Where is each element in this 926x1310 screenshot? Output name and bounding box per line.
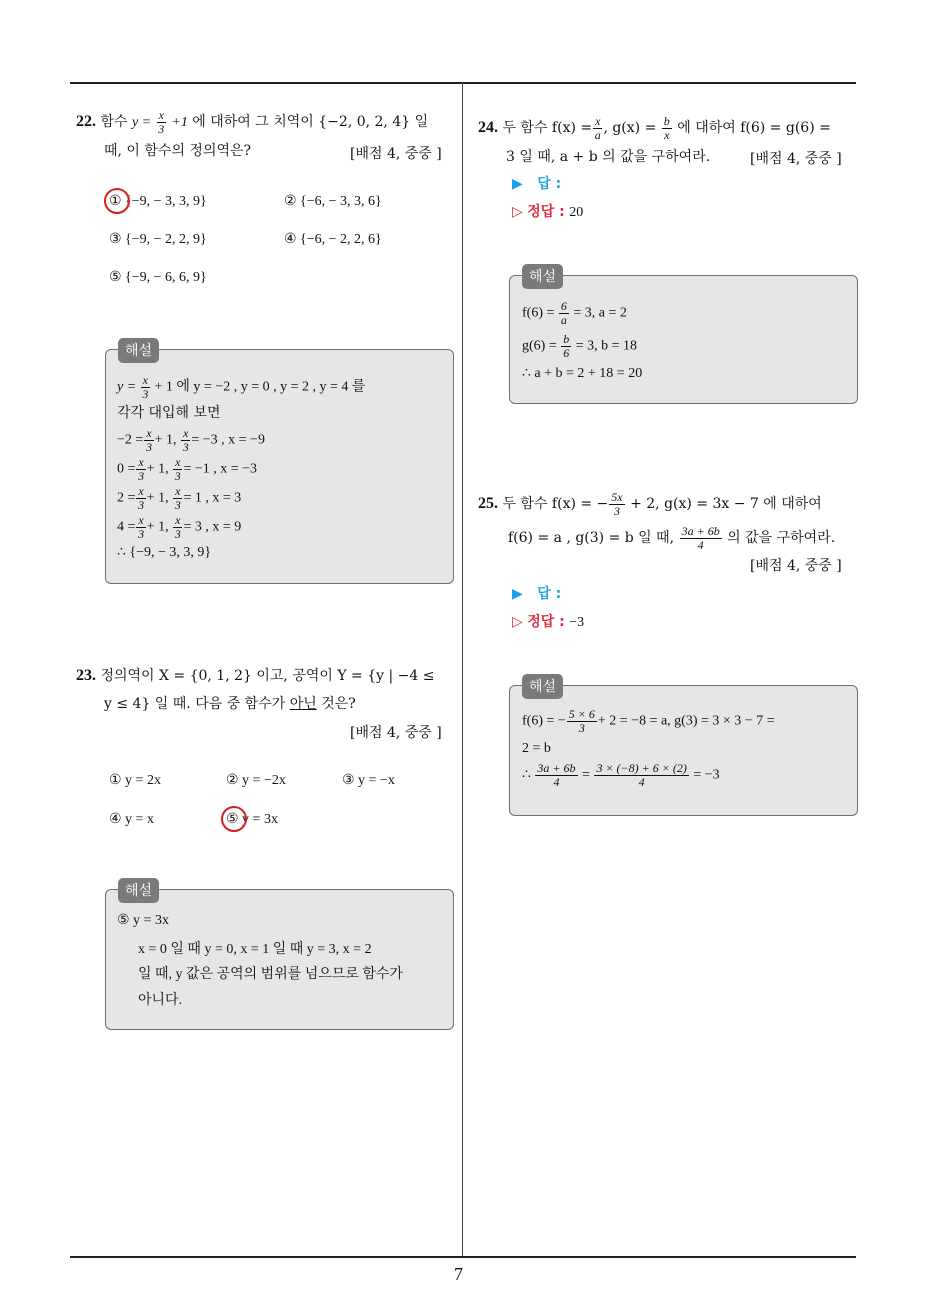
q24-line2: 3 일 때, a + b 의 값을 구하여라.: [506, 149, 711, 165]
q22-sol-row1: −2 = $\frac{x}{3}$ + 1, $\frac{x}{3}$ = −3 , x = −9: [117, 426, 265, 454]
answer-arrow-icon: ▶: [512, 176, 523, 192]
q25-correct-value: −3: [569, 615, 585, 630]
q22-sol-last: ∴ {−9, − 3, 3, 9}: [117, 545, 212, 560]
q22-sol-row2: 0 = $\frac{x}{3}$ + 1, $\frac{x}{3}$ = −1 , x = −3: [117, 455, 258, 483]
q25-line1: 25. 두 함수 f(x) = − $\frac{5x}{3}$ + 2, g(x) = 3x − 7 에 대하여: [478, 489, 822, 518]
q24-score: [배점 4, 중중 ]: [750, 151, 842, 167]
q23-score: [배점 4, 중중 ]: [350, 725, 442, 741]
q23-solution-tag: 해설: [118, 878, 159, 903]
q25-sol-line3: ∴ $\frac{3a + 6b}{4}$ = $\frac{3 \times (-8) + 6 \times (2)}{4}$ = −3: [522, 761, 720, 789]
q25-score: [배점 4, 중중 ]: [750, 558, 842, 574]
q23-number: 23.: [76, 667, 96, 684]
q22-sol-row3: 2 = $\frac{x}{3}$ + 1, $\frac{x}{3}$ = 1 , x = 3: [117, 484, 242, 512]
bottom-rule: [70, 1256, 856, 1258]
q22-fraction: $\frac{x}{3}$: [158, 107, 165, 136]
q23-choice-1[interactable]: ① y = 2x: [109, 773, 161, 788]
q22-solution-tag: 해설: [118, 338, 159, 363]
q24-answer-row: ▶ 답 :: [512, 176, 562, 192]
top-rule: [70, 82, 856, 84]
column-divider: [462, 82, 463, 1257]
q23-line1: 23. 정의역이 X = {0, 1, 2} 이고, 공역이 Y = {y | −4 ≤: [76, 667, 435, 684]
q23-selected-mark: [221, 806, 247, 832]
q22-score: [배점 4, 중중 ]: [350, 146, 442, 162]
q25-sol-line2: 2 = b: [522, 741, 551, 756]
q25-answer-row: ▶ 답 :: [512, 586, 562, 602]
q22-choice-1[interactable]: ① {−9, − 3, 3, 9}: [109, 194, 207, 209]
q22-selected-mark: [104, 188, 130, 214]
q23-sol-line3: 일 때, y 값은 공역의 범위를 넘으므로 함수가: [138, 967, 403, 982]
page-number: 7: [454, 1264, 463, 1284]
q24-solution-tag: 해설: [522, 264, 563, 289]
q22-choice-3[interactable]: ③ {−9, − 2, 2, 9}: [109, 232, 207, 247]
q22-choice-4[interactable]: ④ {−6, − 2, 2, 6}: [284, 232, 382, 247]
q22-number: 22.: [76, 113, 96, 130]
correct-arrow-icon: ▷: [512, 204, 523, 220]
q23-choice-5[interactable]: ⑤ y = 3x: [226, 812, 278, 827]
q22-sol-line2: 각각 대입해 보면: [117, 405, 221, 421]
q25-line2: f(6) = a , g(3) = b 일 때, $\frac{3a + 6b}{4}$ 의 값을 구하여라.: [508, 523, 836, 552]
q24-sol-line2: g(6) = $\frac{b}{6}$ = 3, b = 18: [522, 332, 638, 360]
q23-sol-line2: x = 0 일 때 y = 0, x = 1 일 때 y = 3, x = 2: [138, 942, 372, 957]
q23-sol-line4: 아니다.: [138, 993, 183, 1008]
q24-line1: 24. 두 함수 f(x) = $\frac{x}{a}$ , g(x) = $\frac{b}{x}$ 에 대하여 f(6) = g(6) =: [478, 113, 831, 142]
q24-correct-value: 20: [569, 205, 584, 220]
q23-choice-3[interactable]: ③ y = −x: [342, 773, 395, 788]
q23-sol-line1: ⑤ y = 3x: [117, 913, 169, 928]
q23-choice-2[interactable]: ② y = −2x: [226, 773, 286, 788]
q24-number: 24.: [478, 119, 498, 136]
q25-number: 25.: [478, 495, 498, 512]
q25-correct-row: ▷ 정답 : −3: [512, 614, 585, 630]
q23-line2: y ≤ 4} 일 때. 다음 중 함수가 아닌 것은?: [104, 696, 356, 712]
q25-solution-tag: 해설: [522, 674, 563, 699]
q25-solution-box: [509, 685, 858, 816]
q22-line2: 때, 이 함수의 정의역은?: [104, 143, 252, 159]
q24-correct-row: ▷ 정답 : 20: [512, 204, 584, 220]
q22-line1: 22. 함수 y = $\frac{x}{3}$ +1 에 대하여 그 치역이 {−2, 0, 2, 4} 일: [76, 107, 429, 136]
answer-arrow-icon: ▶: [512, 586, 523, 602]
q25-sol-line1: f(6) = − $\frac{5 \times 6}{3}$ + 2 = −8 = a, g(3) = 3 × 3 − 7 =: [522, 707, 775, 735]
q22-sol-row4: 4 = $\frac{x}{3}$ + 1, $\frac{x}{3}$ = 3 , x = 9: [117, 513, 242, 541]
q22-choice-5[interactable]: ⑤ {−9, − 6, 6, 9}: [109, 270, 207, 285]
q24-sol-line3: ∴ a + b = 2 + 18 = 20: [522, 366, 643, 381]
correct-arrow-icon: ▷: [512, 614, 523, 630]
q24-sol-line1: f(6) = $\frac{6}{a}$ = 3, a = 2: [522, 299, 627, 327]
q23-choice-4[interactable]: ④ y = x: [109, 812, 154, 827]
q22-sol-line1: y = $\frac{x}{3}$ + 1 에 y = −2 , y = 0 , y = 2 , y = 4 를: [117, 373, 366, 401]
q22-choice-2[interactable]: ② {−6, − 3, 3, 6}: [284, 194, 382, 209]
